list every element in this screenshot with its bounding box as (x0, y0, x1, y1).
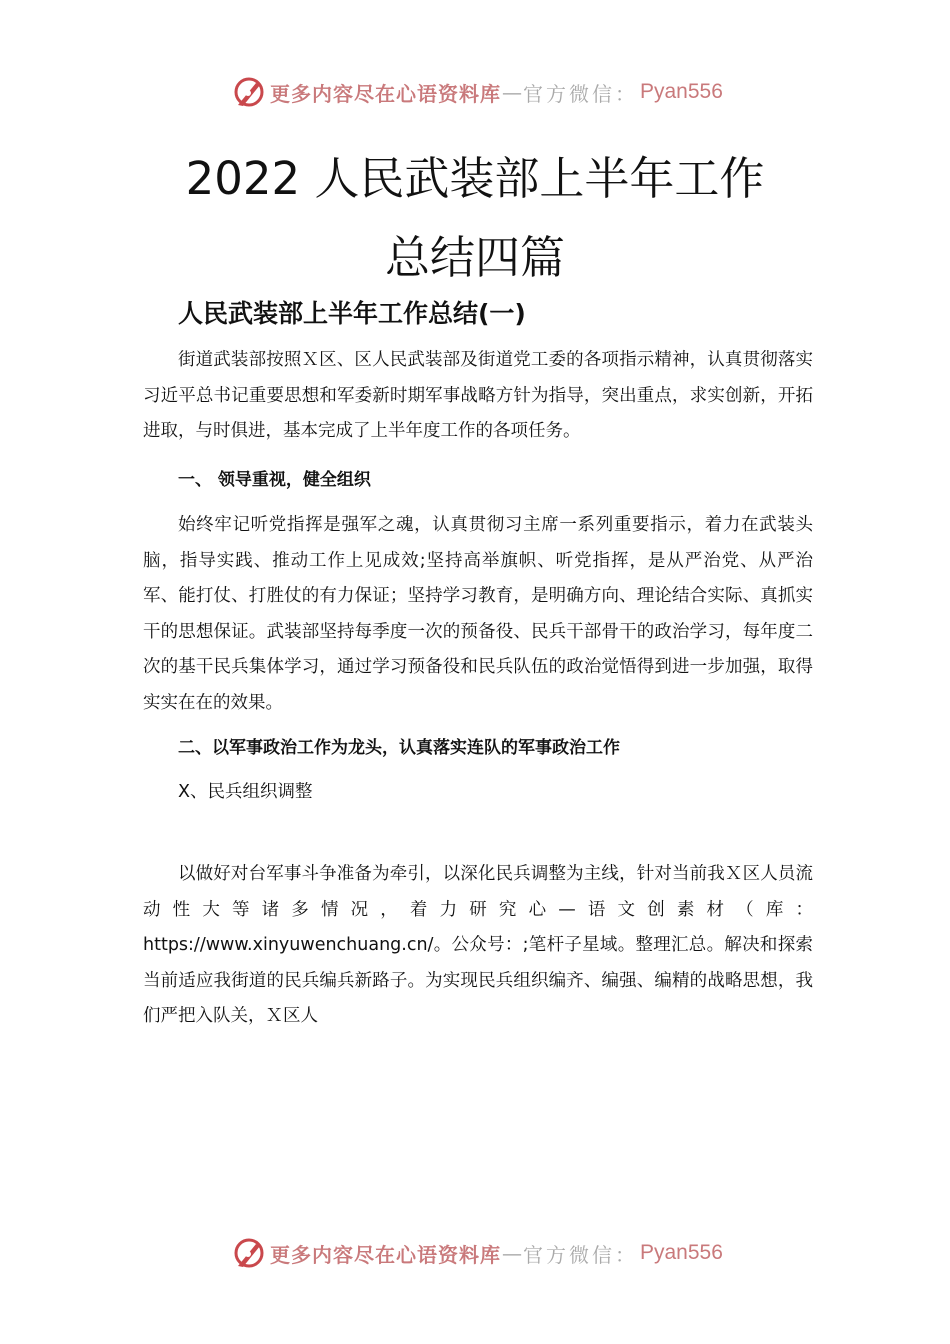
intro-paragraph: 街道武装部按照Ｘ区、区人民武装部及街道党工委的各项指示精神，认真贯彻落实习近平总书记重要思想和军委新时期军事战略方针为指导，突出重点，求实创新，开拓进取，与时俱进，基本完成了上半年度工作的各项任务。 (143, 350, 813, 442)
watermark-wechat-id: Pyan556 (640, 1241, 723, 1264)
header-watermark (232, 76, 723, 108)
section-2-heading: 二、以军事政治工作为龙头，认真落实连队的军事政治工作 (178, 738, 620, 758)
document-title-line-2: 总结四篇 (384, 231, 565, 284)
section-2-paragraph: 以做好对台军事斗争准备为牵引，以深化民兵调整为主线，针对当前我Ｘ区人员流动性大等诸多情况，着力研究心—语文创素材（库：https://www.xinyuwenchuang.cn/。公众号：;笔杆子星域。整理汇总。解决和探索当前适应我街道的民兵编兵新路子。为实现民兵组织编齐、编强、编精的战略思想，我们严把入队关，Ｘ区人 (143, 864, 813, 1027)
pen-seal-logo-icon (232, 1236, 266, 1270)
footer-watermark (232, 1237, 723, 1269)
watermark-dash: — (502, 1241, 522, 1265)
pen-seal-logo-icon (232, 75, 266, 109)
watermark-official-label: 官方微信： (523, 1242, 638, 1267)
watermark-wechat-id: Pyan556 (640, 80, 723, 103)
document-title-line-1: 2022 人民武装部上半年工作 (185, 152, 765, 205)
section-2-subheading: X、民兵组织调整 (178, 782, 313, 802)
watermark-library-text: 更多内容尽在心语资料库 (270, 81, 501, 106)
section-subtitle: 人民武装部上半年工作总结(一) (178, 299, 526, 328)
watermark-dash: — (502, 80, 522, 104)
watermark-official-label: 官方微信： (523, 81, 638, 106)
watermark-library-text: 更多内容尽在心语资料库 (270, 1242, 501, 1267)
section-1-heading: 一、 领导重视，健全组织 (178, 470, 371, 490)
section-1-paragraph: 始终牢记听党指挥是强军之魂，认真贯彻习主席一系列重要指示，着力在武装头脑，指导实践、推动工作上见成效;坚持高举旗帜、听党指挥，是从严治党、从严治军、能打仗、打胜仗的有力保证；坚持学习教育，是明确方向、理论结合实际、真抓实干的思想保证。武装部坚持每季度一次的预备役、民兵干部骨干的政治学习，每年度二次的基干民兵集体学习，通过学习预备役和民兵队伍的政治觉悟得到进一步加强，取得实实在在的效果。 (143, 515, 813, 713)
